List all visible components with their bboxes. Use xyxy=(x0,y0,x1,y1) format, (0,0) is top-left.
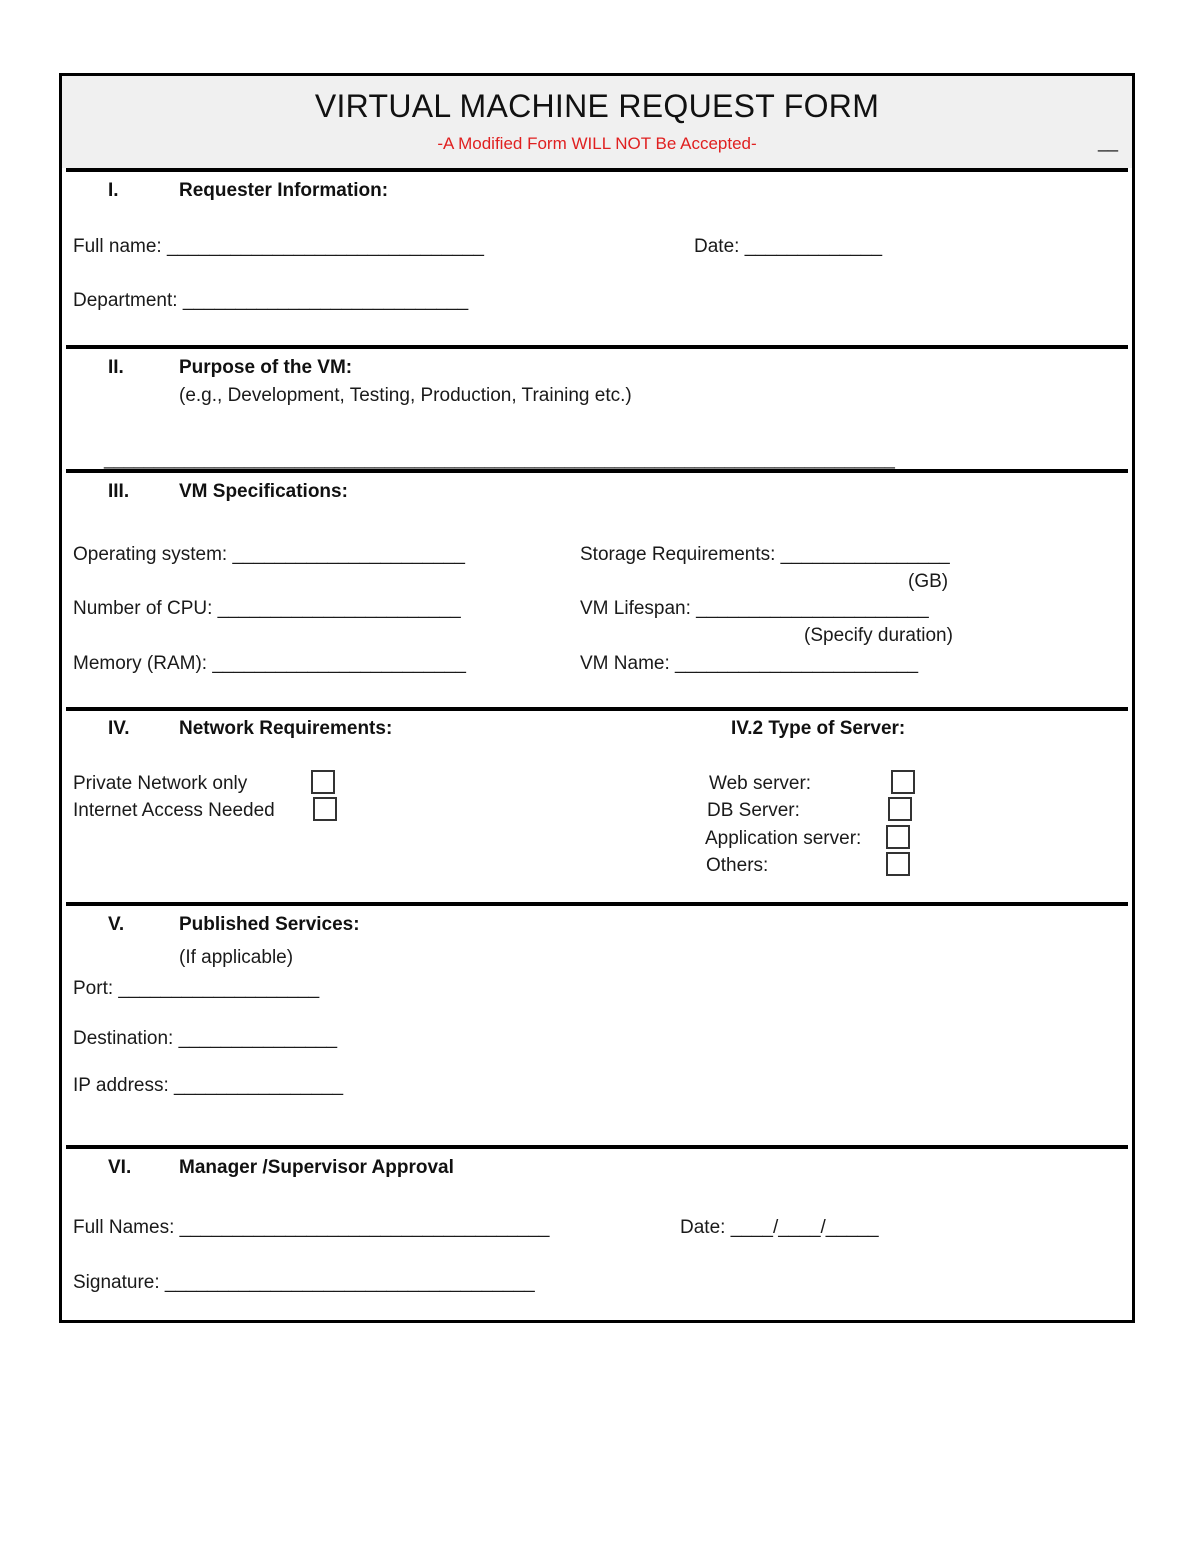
lifespan-hint: (Specify duration) xyxy=(804,625,953,646)
internet-access-checkbox[interactable] xyxy=(313,797,337,821)
memory-field[interactable]: Memory (RAM): ________________________ xyxy=(73,653,466,674)
internet-access-label: Internet Access Needed xyxy=(73,800,275,821)
section-heading-specs: VM Specifications: xyxy=(179,481,348,502)
ip-address-field[interactable]: IP address: ________________ xyxy=(73,1075,344,1096)
approval-date-field[interactable]: Date: ____/____/_____ xyxy=(680,1217,879,1238)
section-number-6: VI. xyxy=(108,1157,132,1178)
storage-field[interactable]: Storage Requirements: ________________ xyxy=(580,544,950,565)
purpose-answer-line[interactable]: _______________________________________________________________________________ xyxy=(104,449,895,469)
section-divider xyxy=(66,707,1128,711)
storage-unit: (GB) xyxy=(908,571,949,592)
web-server-label: Web server: xyxy=(709,773,812,794)
section-divider xyxy=(66,345,1128,349)
section-number-3: III. xyxy=(108,481,130,502)
section-heading-requester: Requester Information: xyxy=(179,180,389,201)
lifespan-field[interactable]: VM Lifespan: ______________________ xyxy=(580,598,929,619)
section-divider xyxy=(66,469,1128,473)
db-server-checkbox[interactable] xyxy=(888,797,912,821)
port-field[interactable]: Port: ___________________ xyxy=(73,978,320,999)
date-field[interactable]: Date: _____________ xyxy=(694,236,883,257)
others-label: Others: xyxy=(706,855,769,876)
full-name-field[interactable]: Full name: ______________________________ xyxy=(73,236,484,257)
section-heading-server-type: IV.2 Type of Server: xyxy=(731,718,906,739)
signature-field[interactable]: Signature: ___________________________________ xyxy=(73,1272,535,1293)
application-server-checkbox[interactable] xyxy=(886,825,910,849)
web-server-checkbox[interactable] xyxy=(891,770,915,794)
section-heading-purpose: Purpose of the VM: xyxy=(179,357,353,378)
form-header xyxy=(62,76,1132,168)
corner-mark: __ xyxy=(1097,132,1118,152)
purpose-hint: (e.g., Development, Testing, Production, Training etc.) xyxy=(179,385,632,406)
section-number-4: IV. xyxy=(108,718,130,739)
department-field[interactable]: Department: ___________________________ xyxy=(73,290,469,311)
form-title: VIRTUAL MACHINE REQUEST FORM xyxy=(314,88,880,124)
section-divider xyxy=(66,902,1128,906)
operating-system-field[interactable]: Operating system: ______________________ xyxy=(73,544,465,565)
section-number-2: II. xyxy=(108,357,124,378)
section-heading-services: Published Services: xyxy=(179,914,360,935)
section-number-1: I. xyxy=(108,180,119,201)
private-network-label: Private Network only xyxy=(73,773,248,794)
destination-field[interactable]: Destination: _______________ xyxy=(73,1028,338,1049)
section-divider xyxy=(66,1145,1128,1149)
section-divider xyxy=(66,168,1128,172)
vm-request-form xyxy=(59,73,1135,1323)
vm-name-field[interactable]: VM Name: _______________________ xyxy=(580,653,919,674)
application-server-label: Application server: xyxy=(705,828,862,849)
section-heading-network: Network Requirements: xyxy=(179,718,393,739)
section-heading-approval: Manager /Supervisor Approval xyxy=(179,1157,454,1178)
services-hint: (If applicable) xyxy=(179,947,294,968)
form-warning: -A Modified Form WILL NOT Be Accepted- xyxy=(437,134,757,153)
db-server-label: DB Server: xyxy=(707,800,800,821)
private-network-checkbox[interactable] xyxy=(311,770,335,794)
others-checkbox[interactable] xyxy=(886,852,910,876)
cpu-field[interactable]: Number of CPU: _______________________ xyxy=(73,598,461,619)
approver-full-names-field[interactable]: Full Names: ___________________________________ xyxy=(73,1217,550,1238)
section-number-5: V. xyxy=(108,914,125,935)
